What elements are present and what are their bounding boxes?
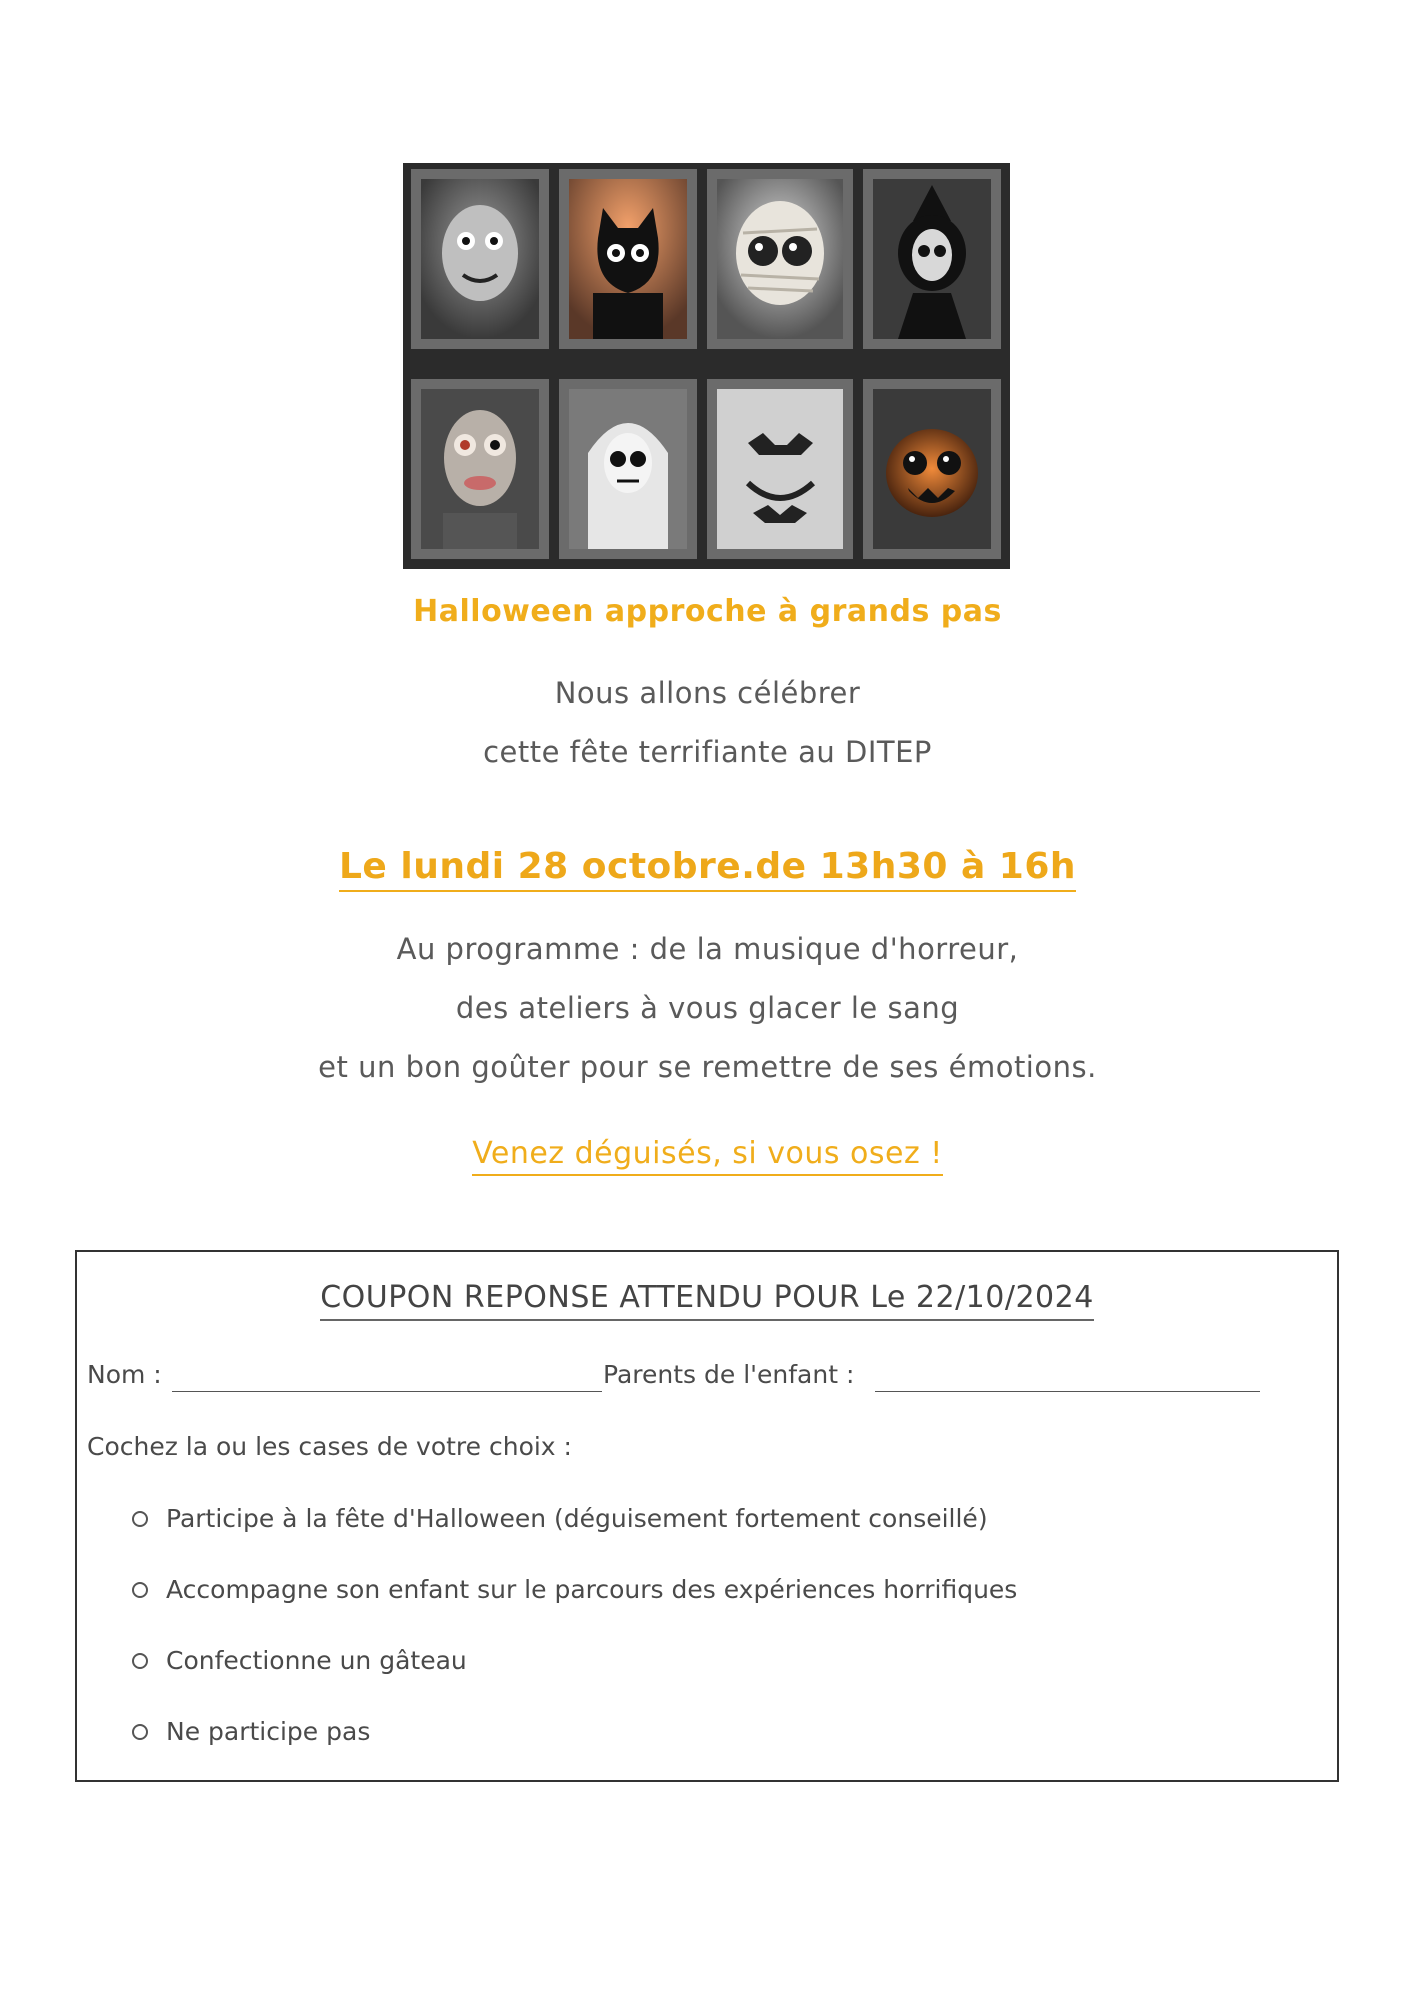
intro-line-1: Nous allons célébrer xyxy=(554,676,861,710)
program-line-3: et un bon goûter pour se remettre de ses émotions. xyxy=(318,1050,1097,1084)
werewolf-portrait xyxy=(411,169,549,349)
costume-invite xyxy=(0,1136,1415,1171)
parents-label: Parents de l'enfant : xyxy=(603,1360,855,1389)
radio-circle-icon[interactable] xyxy=(132,1653,148,1669)
pumpkin-portrait xyxy=(863,379,1001,559)
name-field[interactable] xyxy=(172,1391,602,1392)
mummy-portrait xyxy=(707,169,853,349)
event-date xyxy=(0,846,1415,887)
option-label: Ne participe pas xyxy=(166,1717,371,1746)
radio-circle-icon[interactable] xyxy=(132,1511,148,1527)
witch-portrait xyxy=(863,169,1001,349)
reply-coupon xyxy=(75,1250,1339,1782)
event-date-text: Le lundi 28 octobre.de 13h30 à 16h xyxy=(339,846,1076,892)
black-cat-portrait xyxy=(559,169,697,349)
headline: Halloween approche à grands pas xyxy=(413,594,1002,629)
option-label: Confectionne un gâteau xyxy=(166,1646,467,1675)
costume-invite-text: Venez déguisés, si vous osez ! xyxy=(472,1136,943,1176)
option-participate[interactable] xyxy=(132,1504,988,1533)
program-line-2: des ateliers à vous glacer le sang xyxy=(455,991,960,1025)
radio-circle-icon[interactable] xyxy=(132,1724,148,1740)
option-label: Participe à la fête d'Halloween (déguisement fortement conseillé) xyxy=(166,1504,988,1533)
zombie-portrait xyxy=(411,379,549,559)
halloween-portraits-illustration xyxy=(403,163,1010,569)
intro-line-2: cette fête terrifiante au DITEP xyxy=(483,735,932,769)
ghost-skeleton-portrait xyxy=(559,379,697,559)
program-line-1: Au programme : de la musique d'horreur, xyxy=(396,932,1019,966)
option-label: Accompagne son enfant sur le parcours des expériences horrifiques xyxy=(166,1575,1018,1604)
checkbox-instruction: Cochez la ou les cases de votre choix : xyxy=(87,1432,572,1461)
option-accompany[interactable] xyxy=(132,1575,1017,1604)
coupon-title xyxy=(77,1280,1337,1315)
parents-field[interactable] xyxy=(875,1391,1260,1392)
coupon-title-text: COUPON REPONSE ATTENDU POUR Le 22/10/2024 xyxy=(320,1280,1094,1321)
option-bake-cake[interactable] xyxy=(132,1646,467,1675)
option-not-participating[interactable] xyxy=(132,1717,370,1746)
radio-circle-icon[interactable] xyxy=(132,1582,148,1598)
bat-portrait xyxy=(707,379,853,559)
name-label: Nom : xyxy=(87,1360,162,1389)
